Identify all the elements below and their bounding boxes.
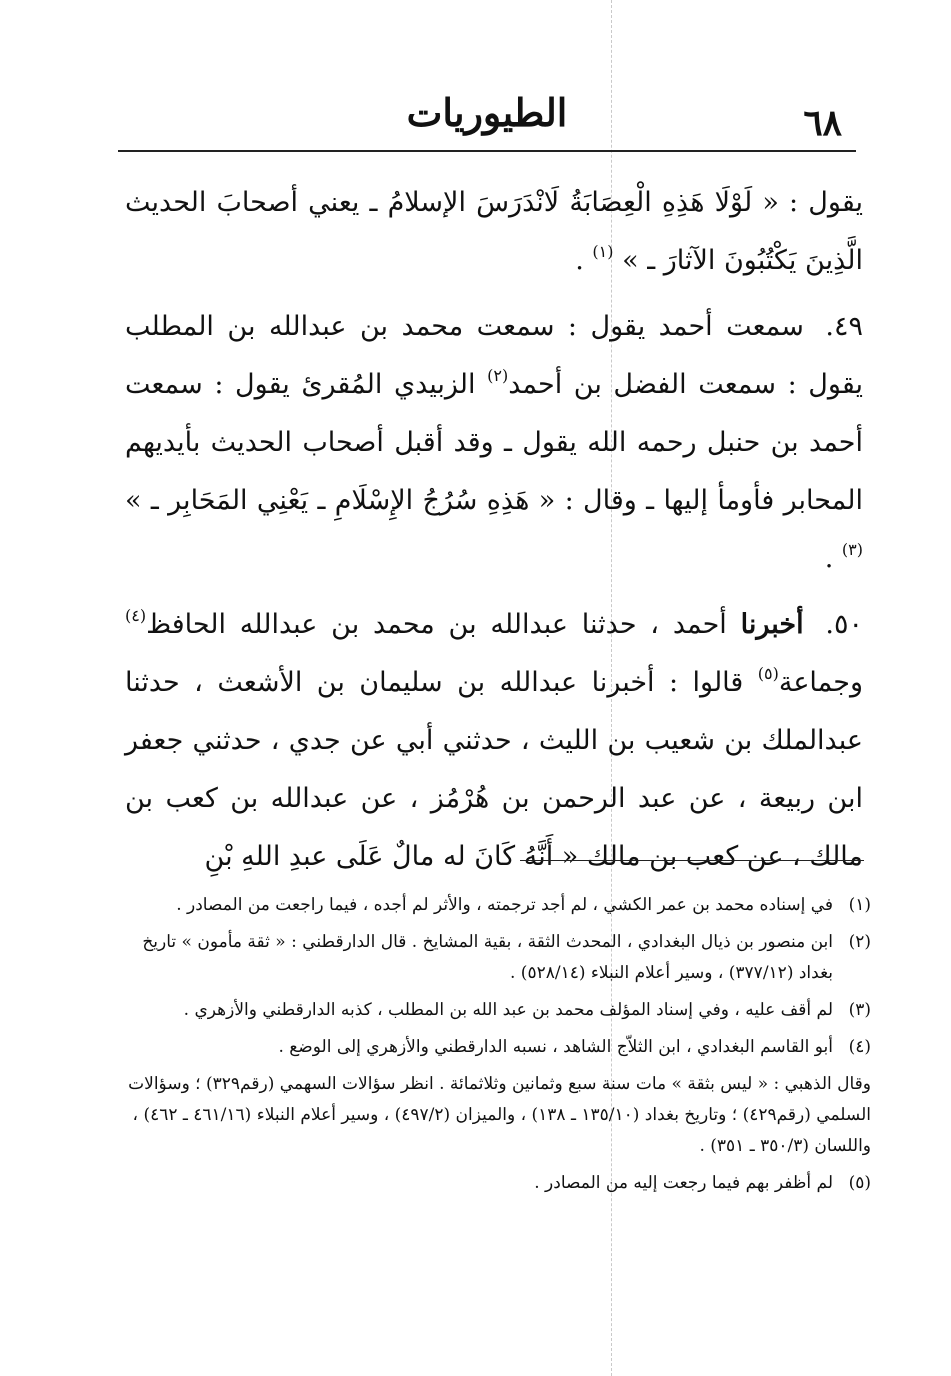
hadith-number: ٥٠. [825,609,863,640]
footnote-text: لم أقف عليه ، وفي إسناد المؤلف محمد بن عبد الله بن المطلب ، كذبه الدارقطني والأزهري . [183,1000,833,1020]
footnote-ref: (٥) [757,664,779,683]
running-title: الطيوريات [406,90,568,135]
footnote-4-continuation [121,1069,871,1162]
footnotes [121,890,871,1205]
footnote-marker: (٤) [848,1037,871,1057]
hadith-paragraph-49 [125,298,863,588]
footnote-ref: (١) [592,242,614,261]
paragraph-text: قالوا : أخبرنا عبدالله بن سليمان بن الأشعث ، حدثنا عبدالملك بن شعيب بن الليث ، حدثني أبي عن جدي ، حدثني جعفر ابن ربيعة ، عن عبد الرحمن بن هُرْمُز ، عن عبدالله بن كعب بن مالك ، عن كعب بن مالك « أَنَّهُ كَانَ له مالٌ عَلَى عبدِ اللهِ بْنِ [125,667,863,872]
paragraph-end: . [824,543,834,574]
footnote-5 [121,1168,871,1199]
footnote-marker: (١) [848,895,871,915]
footnote-separator [520,860,864,861]
main-text [125,174,863,894]
page-header [118,88,856,152]
hadith-paragraph-50 [125,596,863,886]
paragraph-end: . [575,245,584,276]
footnote-marker: (٥) [848,1173,871,1193]
hadith-number: ٤٩. [825,311,863,342]
paragraph-text: يقول : « لَوْلَا هَذِهِ الْعِصَابَةُ لَانْدَرَسَ الإسلامُ ـ يعني أصحابَ الحديث الَّذِينَ يَكْتُبُونَ الآثارَ ـ » [125,187,863,276]
footnote-text: ابن منصور بن ذيال البغدادي ، المحدث الثقة ، بقية المشايخ . قال الدارقطني : « ثقة مأمون » تاريخ بغداد (٣٧٧/١٢) ، وسير أعلام النبلاء (٥٢٨/١٤) . [142,932,833,983]
footnote-3 [121,995,871,1026]
footnote-text: لم أظفر بهم فيما رجعت إليه من المصادر . [534,1173,833,1193]
footnote-2 [121,927,871,989]
bold-lead-word: أخبرنا [740,609,804,640]
paragraph-continuation [125,174,863,290]
paragraph-text: الزبيدي المُقرئ يقول : سمعت أحمد بن حنبل رحمه الله يقول ـ وقد أقبل أصحاب الحديث بأيديهم المحابر فأومأ إليها ـ وقال : « هَذِهِ سُرُجُ الإِسْلَامِ ـ يَعْنِي المَحَابِر ـ » [125,369,863,516]
footnote-ref: (٣) [841,540,863,559]
page-number: ٦٨ [803,102,842,144]
footnote-text: أبو القاسم البغدادي ، ابن الثلاّج الشاهد ، نسبه الدارقطني والأزهري إلى الوضع . [278,1037,833,1057]
footnote-marker: (٣) [848,1000,871,1020]
footnote-text: وقال الذهبي : « ليس بثقة » مات سنة سبع وثمانين وثلاثمائة . انظر سؤالات السهمي (رقم٣٢٩) ؛ وسؤالات السلمي (رقم٤٢٩) ؛ وتاريخ بغداد (١٣٥/١٠ ـ ١٣٨) ، والميزان (٤٩٧/٢) ، وسير أعلام النبلاء (٤٦١/١٦ ـ ٤٦٢) ، واللسان (٣٥٠/٣ ـ ٣٥١) . [128,1074,871,1156]
paragraph-text: وجماعة [778,667,863,698]
footnote-ref: (٤) [125,606,147,625]
footnote-1 [121,890,871,921]
footnote-marker: (٢) [848,932,871,952]
footnote-text: في إسناده محمد بن عمر الكشي ، لم أجد ترجمته ، والأثر لم أجده ، فيما راجعت من المصادر . [176,895,833,915]
paragraph-text: أحمد ، حدثنا عبدالله بن محمد بن عبدالله الحافظ [146,609,741,640]
paragraph-text: سمعت أحمد يقول : سمعت محمد بن عبدالله بن المطلب يقول : سمعت الفضل بن أحمد [125,311,864,400]
footnote-ref: (٢) [487,366,509,385]
footnote-4 [121,1032,871,1063]
